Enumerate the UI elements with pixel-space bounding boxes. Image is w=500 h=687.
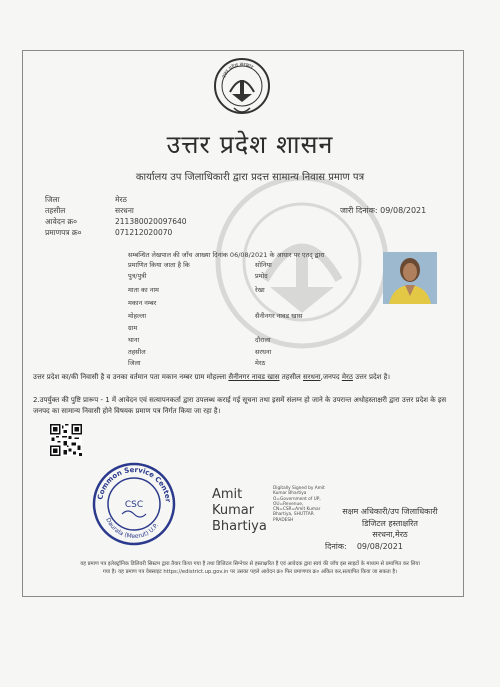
signer-name: [212, 487, 267, 535]
details-tehsil-value: सरधना: [255, 348, 272, 356]
officer-line-2: डिजिटल हस्ताक्षरित: [362, 518, 418, 528]
meta-application-label: आवेदन क्र०: [45, 217, 78, 226]
applicant-photo: [383, 252, 437, 304]
officer-date-value: 09/08/2021: [356, 542, 403, 551]
footer-line-1: यह प्रमाण पत्र इलेक्ट्रॉनिक डिलिवरी सिस्टम द्वारा तैयार किया गया है तथा डिजिटल सिग्नेचर से हस्ताक्षरित है एवं आवेदक द्वारा स्वयं की जाँच इस साइटों के माध्यम से प्रमाणित कर लिया: [80, 561, 420, 567]
up-government-emblem-icon: [212, 56, 272, 120]
body-paragraph-1: [33, 372, 453, 383]
qr-code-icon: [50, 424, 82, 456]
details-relation-label: पुत्र/पुत्री: [128, 272, 147, 280]
svg-text:Common Service Center: [96, 466, 172, 503]
details-mohalla-value: सैनीनगर नावड खास: [255, 312, 303, 320]
footer-note: [35, 560, 465, 576]
seal-middle-text: CSC: [124, 500, 144, 510]
digital-line-1: Digitally Signed by Amit: [273, 486, 325, 491]
document-title: उत्तर प्रदेश शासन: [166, 130, 334, 159]
details-district-value: मेरठ: [255, 359, 266, 367]
signer-name-line2: Kumar: [212, 503, 255, 518]
details-tehsil-label: तहसील: [128, 348, 146, 356]
document-subtitle: कार्यालय उप जिलाधिकारी द्वारा प्रदत्त सामान्य निवास प्रमाण पत्र: [135, 172, 365, 183]
para1-part-d: उत्तर प्रदेश है।: [355, 373, 391, 381]
meta-district-value: मेरठ: [115, 195, 127, 204]
footer-line-2: गया है। यह प्रमाण पत्र वेबसाइट https://edistrict.up.gov.in पर उसका पहले आवेदन क्र० फिर प्रमाणपत्र क्र० अंकित कर,सत्यापित किया जा सकता है।: [102, 569, 398, 575]
details-village-label: ग्राम: [128, 324, 138, 332]
meta-tehsil-value: सरधना: [115, 206, 134, 215]
para1-part-b: तहसील: [281, 373, 301, 381]
details-mother-value: रेखा: [255, 286, 265, 294]
officer-line-1: सक्षम अधिकारी/उप जिलाधिकारी: [342, 507, 438, 516]
para1-part-a: उत्तर प्रदेश का/की निवासी है व उनका वर्तमान पता मकान नम्बर ग्राम मोहल्ला: [33, 373, 227, 381]
digital-line-3: O=Government of UP,: [273, 496, 321, 502]
seal-ring-text: Common Service Center: [96, 465, 172, 503]
details-house-label: मकान नम्बर: [128, 299, 157, 307]
officer-date-label: दिनांक:: [325, 542, 347, 551]
emblem-arc-text: उत्तर प्रदेश सरकार: [221, 61, 254, 80]
details-name-value: सोनिया: [255, 261, 272, 269]
details-district-label: जिला: [128, 359, 141, 367]
para1-tehsil: सरधना: [303, 373, 321, 381]
digital-line-5: CN=CSR=Amit Kumar: [273, 507, 321, 513]
digital-line-4: OU=Revenue,: [273, 501, 304, 507]
csc-seal-stamp: [92, 462, 176, 546]
details-relation-value: प्रमोद: [255, 272, 268, 280]
meta-certificate-label: प्रमाणपत्र क्र०: [45, 228, 82, 237]
signer-name-line3: Bhartiya: [212, 519, 267, 534]
para1-mohalla: सैनीनगर नावड खास: [228, 373, 280, 381]
para1-district: मेरठ: [341, 373, 353, 381]
digital-line-7: PRADESH: [273, 517, 294, 523]
meta-certificate-value: 071212020070: [115, 228, 173, 237]
officer-date: [325, 541, 403, 552]
para1-part-c: ,जनपद: [320, 373, 340, 381]
details-intro-2: प्रमाणित किया जाता है कि: [128, 261, 190, 269]
issue-date: जारी दिनांक: 09/08/2021: [340, 206, 427, 215]
seal-bottom-text: Daurala (Meerut) U.P.: [104, 516, 161, 541]
details-thana-label: थाना: [128, 336, 140, 344]
officer-line-3: सरधना,मेरठ: [372, 530, 408, 539]
meta-district-label: जिला: [45, 195, 60, 204]
officer-designation: [330, 506, 450, 541]
details-mohalla-label: मोहल्ला: [128, 312, 147, 320]
meta-tehsil-label: तहसील: [45, 206, 66, 215]
body-paragraph-2: 2.उपर्युक्त की पुष्टि प्रारूप - 1 में आवेदन एवं सत्यापनकर्ता द्वारा उपलब्ध कराई गई सूचना तथा इसमें संलग्न हो जाने के उपरान्त अधोहस्ताक्षरी द्वारा उत्तर प्रदेश के इस जनपद का सामान्य निवासी होने विषयक प्रमाण पत्र निर्गत किया जा रहा है।: [33, 396, 447, 415]
digital-line-6: Bhartiya, SHUTTAR: [273, 512, 314, 518]
meta-application-value: 211380020097640: [115, 217, 187, 226]
details-intro-1: सम्बन्धित लेखपाल की जाँच आख्या दिनांक 06/08/2021 के आधार पर एतद् द्वारा: [128, 251, 325, 259]
signer-name-line1: Amit: [212, 487, 243, 502]
details-thana-value: दौराला: [255, 336, 271, 344]
details-mother-label: माता का नाम: [128, 286, 159, 294]
digital-line-2: Kumar Bhartiya: [273, 491, 307, 497]
